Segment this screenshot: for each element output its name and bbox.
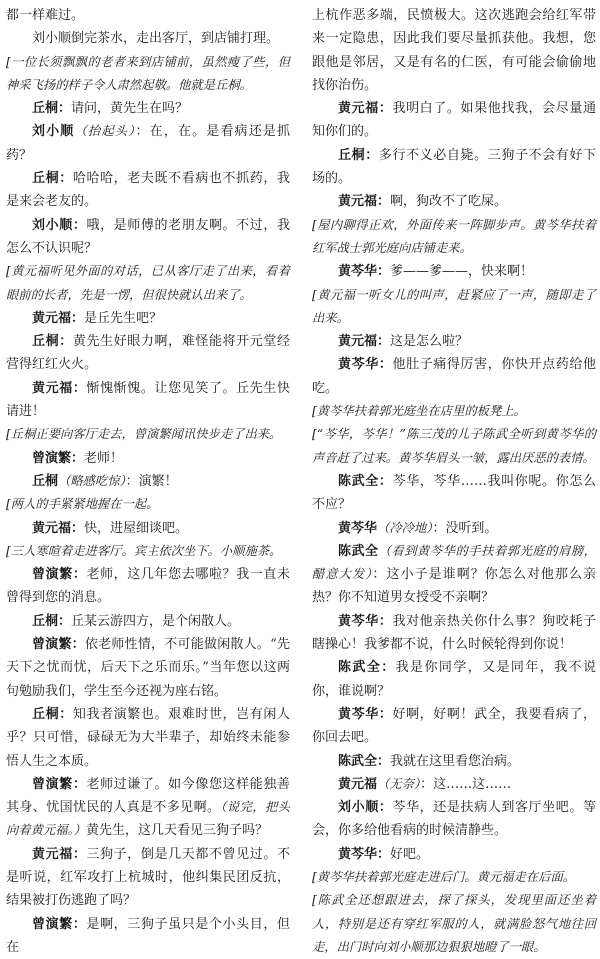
dialogue-text: 黄先生，这几天看见三狗子吗？ bbox=[85, 823, 268, 839]
dialogue-line bbox=[6, 120, 290, 167]
dialogue-line bbox=[312, 190, 596, 213]
dialogue-text: 这是怎么啦？ bbox=[390, 334, 469, 350]
dialogue-text: 惭愧惭愧。让您见笑了。丘先生快请进！ bbox=[6, 380, 290, 420]
stage-direction: [丘桐正要向客厅走去，曾演繁闻讯快步走了出来。 bbox=[6, 427, 282, 442]
dialogue-text: 多行不义必自毙。三狗子不会有好下场的。 bbox=[312, 147, 596, 187]
speaker-name: 曾演繁： bbox=[32, 450, 85, 466]
speaker-name: 黄元福： bbox=[32, 846, 87, 862]
dialogue-text: 我明白了。如果他找我，会尽量通知你们的。 bbox=[312, 101, 596, 140]
narration-paragraph: 上杭作恶多端，民愤极大。这次逃跑会给红军带来一定隐患，因此我们要尽量抓获他。我想，您跟他是邻居，又是有名的仁医，有可能会偷偷地找你治伤。 bbox=[312, 8, 596, 93]
stage-direction: [两人的手紧紧地握在一起。 bbox=[6, 497, 159, 512]
dialogue-text: 他肚子痛得厉害，你快开点药给他吃。 bbox=[312, 357, 596, 396]
dialogue-line bbox=[312, 260, 596, 283]
dialogue-line bbox=[312, 470, 596, 517]
dialogue-line bbox=[6, 97, 290, 120]
dialogue-text: 老师！ bbox=[84, 450, 124, 466]
dialogue-text: 爹——爹——，快来啊！ bbox=[390, 264, 534, 280]
narration-paragraph: 都一样难过。 bbox=[6, 8, 85, 23]
dialogue-line bbox=[312, 656, 596, 703]
speaker-name: 黄元福： bbox=[32, 310, 85, 326]
stage-direction: [黄芩华扶着郭光庭坐在店里的板凳上。 bbox=[312, 404, 526, 419]
speaker-name: 陈武全： bbox=[338, 753, 391, 769]
dialogue-line bbox=[312, 517, 596, 540]
speaker-name: 黄元福： bbox=[32, 520, 85, 536]
dialogue-line bbox=[312, 796, 596, 843]
action-note: （看到黄芩华的手扶着郭光庭的肩膀，醋意大发） bbox=[312, 543, 596, 582]
dialogue-text: 请问，黄先生在吗？ bbox=[71, 101, 189, 117]
speaker-name: 丘桐： bbox=[32, 101, 72, 117]
dialogue-line bbox=[6, 307, 290, 330]
dialogue-line bbox=[312, 97, 596, 144]
speaker-name: 刘小顺： bbox=[32, 217, 87, 233]
speaker-name: 丘桐： bbox=[32, 171, 73, 187]
dialogue-text: 好啊，好啊！武全，我要看病了，你回去吧。 bbox=[312, 706, 596, 746]
dialogue-text: 好吧。 bbox=[390, 846, 430, 862]
speaker-name: 曾演繁： bbox=[32, 637, 85, 653]
dialogue-text: 啊，狗改不了吃屎。 bbox=[390, 194, 508, 210]
dialogue-text: 哈哈哈，老夫既不看病也不抓药，我是来会老友的。 bbox=[6, 171, 290, 210]
dialogue-line bbox=[6, 377, 290, 424]
left-column bbox=[6, 4, 290, 959]
dialogue-line bbox=[312, 353, 596, 400]
speaker-name: 黄芩华： bbox=[338, 613, 393, 629]
dialogue-line bbox=[312, 144, 596, 191]
dialogue-line bbox=[6, 913, 290, 959]
speaker-name: 丘桐： bbox=[338, 147, 379, 163]
speaker-name: 陈武全 bbox=[338, 543, 379, 559]
dialogue-line bbox=[312, 750, 596, 773]
stage-direction: [黄元福听见外面的对话，已从客厅走了出来，看着眼前的长者，先是一愣，但很快就认出来了。 bbox=[6, 264, 290, 302]
dialogue-text: 丘某云游四方，是个闲散人。 bbox=[71, 613, 241, 629]
dialogue-line bbox=[312, 703, 596, 750]
dialogue-text: ：在，在。是看病还是抓药？ bbox=[6, 124, 290, 163]
dialogue-text: 我是你同学，又是同年，我不说你，谁说啊？ bbox=[312, 660, 596, 699]
dialogue-text: ：这……这…… bbox=[420, 776, 512, 792]
speaker-name: 陈武全： bbox=[338, 473, 393, 489]
dialogue-line bbox=[6, 470, 290, 493]
dialogue-line bbox=[6, 563, 290, 610]
speaker-name: 丘桐 bbox=[32, 473, 59, 489]
dialogue-text: ：这小子是谁啊？你怎么对他那么亲热？你不知道男女授受不亲啊？ bbox=[312, 567, 596, 606]
dialogue-line bbox=[312, 773, 596, 796]
dialogue-text: 芩华，芩华……我叫你呢。你怎么不应？ bbox=[312, 473, 596, 513]
action-note: （说完，把头向着黄元福。） bbox=[6, 800, 290, 838]
speaker-name: 黄元福： bbox=[32, 380, 87, 396]
dialogue-text: 芩华，还是扶病人到客厅坐吧。等会，你多给他看病的时候清静些。 bbox=[312, 800, 596, 839]
right-column bbox=[312, 4, 596, 959]
dialogue-text: 黄先生好眼力啊，难怪能将开元堂经营得红红火火。 bbox=[6, 334, 290, 373]
dialogue-text: 我就在这里看您治病。 bbox=[390, 753, 521, 769]
dialogue-line bbox=[6, 214, 290, 261]
dialogue-line bbox=[312, 843, 596, 866]
speaker-name: 陈武全： bbox=[338, 660, 396, 676]
dialogue-line bbox=[6, 517, 290, 540]
dialogue-text: 快，进屋细谈吧。 bbox=[84, 520, 189, 536]
dialogue-line bbox=[6, 773, 290, 843]
speaker-name: 曾演繁： bbox=[32, 567, 87, 583]
speaker-name: 曾演繁： bbox=[32, 776, 87, 792]
stage-direction: [屋内聊得正欢，外面传来一阵脚步声。黄芩华扶着红军战士郭光庭向店铺走来。 bbox=[312, 217, 596, 255]
speaker-name: 黄元福： bbox=[338, 194, 391, 210]
speaker-name: 黄芩华 bbox=[338, 520, 378, 536]
speaker-name: 黄元福 bbox=[338, 776, 378, 792]
stage-direction: [黄元福一听女儿的叫声，赶紧应了一声，随即走了出来。 bbox=[312, 287, 596, 325]
dialogue-line bbox=[6, 610, 290, 633]
dialogue-text: 知我者演繁也。艰难时世，岂有闲人乎？只可惜，碌碌无为大半辈子，却始终未能参悟人生之本质。 bbox=[6, 706, 290, 769]
dialogue-text: 依老师性情，不可能做闲散人。“先天下之忧而忧，后天下之乐而乐。”当年您以这两句勉励我们，学生至今还视为座右铭。 bbox=[6, 637, 290, 699]
dialogue-text: 老师过谦了。如今像您这样能独善其身、忧国忧民的人真是不多见啊。 bbox=[6, 776, 290, 816]
dialogue-line bbox=[312, 540, 596, 610]
dialogue-text: 老师，这几年您去哪啦？我一直未曾得到您的消息。 bbox=[6, 567, 290, 606]
stage-direction: [一位长须飘飘的老者来到店铺前，虽然瘦了些，但神采飞扬的样子令人肃然起敬。他就是丘桐。 bbox=[6, 54, 290, 92]
dialogue-text: 是丘先生吧？ bbox=[84, 310, 163, 326]
speaker-name: 黄芩华： bbox=[338, 264, 391, 280]
speaker-name: 刘小顺 bbox=[32, 124, 75, 140]
dialogue-line bbox=[6, 330, 290, 377]
speaker-name: 丘桐： bbox=[32, 706, 73, 722]
stage-direction: [陈武全还想跟进去，探了探头，发现里面还坐着人，特别是还有穿红军服的人，就满脸怒气地往回走，出门时向刘小顺那边狠狠地瞪了一眼。 bbox=[312, 893, 596, 954]
action-note: （略感吃惊） bbox=[58, 473, 126, 488]
dialogue-text: 三狗子，倒是几天都不曾见过。不是听说，红军攻打上杭城时，他纠集民团反抗，结果被打伤逃跑了吗？ bbox=[6, 846, 290, 909]
action-note: （抬起头） bbox=[74, 124, 136, 139]
narration-paragraph: 刘小顺倒完茶水，走出客厅，到店铺打理。 bbox=[32, 31, 280, 47]
stage-direction: [三人寒暄着走进客厅。宾主依次坐下。小顺施茶。 bbox=[6, 543, 282, 558]
dialogue-line bbox=[6, 843, 290, 913]
dialogue-text: ：没听到。 bbox=[432, 520, 498, 536]
dialogue-line bbox=[312, 330, 596, 353]
dialogue-text: 我对他亲热关你什么事？狗咬耗子瞎操心！我爹都不说，什么时候轮得到你说！ bbox=[312, 613, 596, 653]
action-note: （无奈） bbox=[377, 776, 421, 791]
dialogue-text: 是啊，三狗子虽只是个小头目，但在 bbox=[6, 916, 290, 955]
dialogue-line bbox=[6, 447, 290, 470]
speaker-name: 黄元福： bbox=[338, 334, 391, 350]
dialogue-text: ：演繁！ bbox=[125, 473, 178, 489]
dialogue-line bbox=[312, 610, 596, 657]
speaker-name: 黄芩华： bbox=[338, 846, 391, 862]
stage-direction: [“芩华，芩华！”陈三茂的儿子陈武全听到黄芩华的声音赶了过来。黄芩华眉头一皱，露出厌恶的表情。 bbox=[312, 427, 596, 465]
speaker-name: 黄元福： bbox=[338, 101, 393, 117]
speaker-name: 丘桐： bbox=[32, 334, 73, 350]
speaker-name: 刘小顺： bbox=[338, 800, 393, 816]
speaker-name: 黄芩华： bbox=[338, 706, 393, 722]
dialogue-line bbox=[6, 703, 290, 773]
speaker-name: 黄芩华： bbox=[338, 357, 393, 373]
dialogue-line bbox=[6, 167, 290, 214]
speaker-name: 曾演繁： bbox=[32, 916, 87, 932]
action-note: （冷冷地） bbox=[377, 520, 433, 535]
dialogue-line bbox=[6, 633, 290, 703]
speaker-name: 丘桐： bbox=[32, 613, 72, 629]
stage-direction: [黄芩华扶着郭光庭走进后门。黄元福走在后面。 bbox=[312, 869, 576, 884]
dialogue-text: 哦，是师傅的老朋友啊。不过，我怎么不认识呢？ bbox=[6, 217, 290, 256]
